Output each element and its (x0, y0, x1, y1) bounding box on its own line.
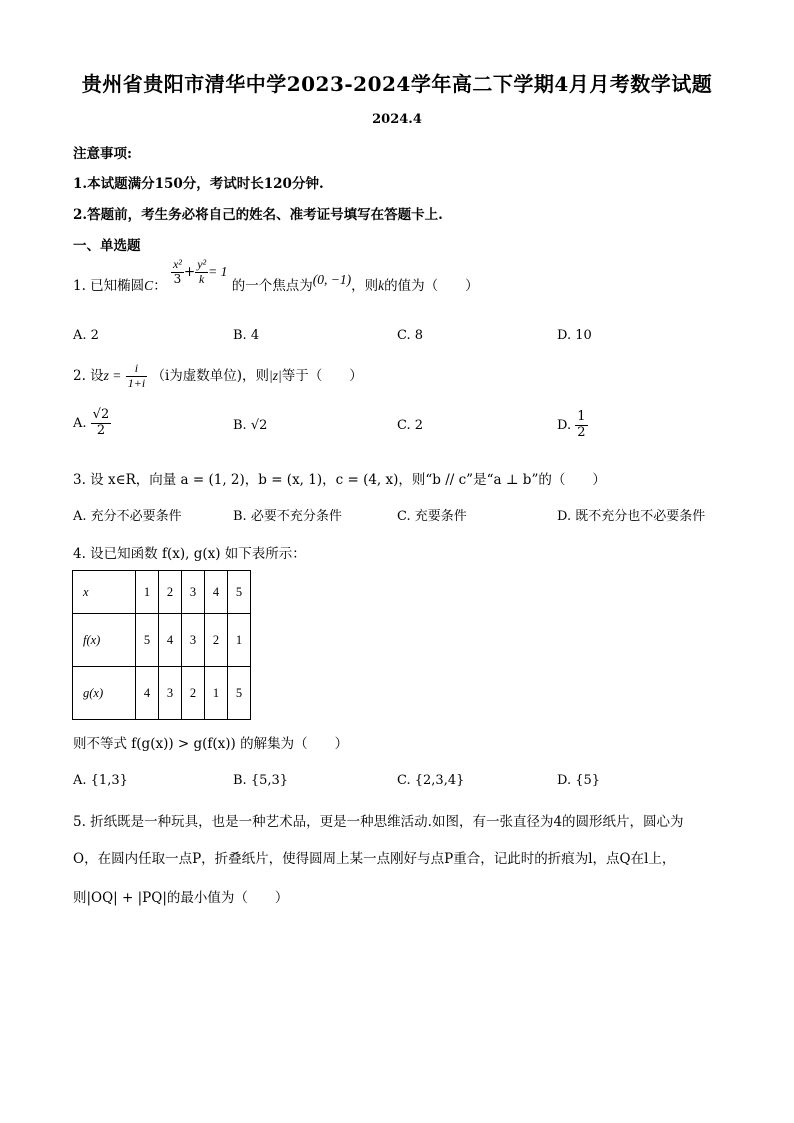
q1-rhs: = 1 (208, 263, 228, 279)
q1-option-c: C. 8 (397, 328, 424, 343)
q1-option-b: B. 4 (233, 328, 260, 343)
q3-option-d: D. 既不充分也不必要条件 (557, 509, 706, 524)
exam-date: 2024.4 (372, 112, 422, 127)
notice-item-1: 1.本试题满分150分，考试时长120分钟. (73, 176, 324, 192)
q3-option-b: B. 必要不充分条件 (233, 509, 342, 524)
table-row: f(x) 5 4 3 2 1 (73, 614, 251, 667)
q1-curve-name: C (144, 277, 154, 293)
question-5-line-1: 5. 折纸既是一种玩具，也是一种艺术品，更是一种思维活动.如图，有一张直径为4的圆形纸片，圆心为 (73, 814, 684, 830)
q1-colon: ： (153, 277, 167, 294)
question-1: 1. 已知椭圆C： $\frac{\text{x²}}{3}$ + $\frac{\text{y²}}{k}$ = 1 的一个焦点为(0, −1)，则k的值为（ ） (73, 257, 479, 294)
q1-option-d: D. 10 (557, 328, 592, 343)
q1-point: (0, −1) (312, 271, 352, 287)
q3-option-c: C. 充要条件 (397, 509, 467, 524)
exam-title: 贵州省贵阳市清华中学2023-2024学年高二下学期4月月考数学试题 (81, 72, 713, 96)
notice-item-2: 2.答题前，考生务必将自己的姓名、准考证号填写在答题卡上. (73, 207, 443, 223)
q3-option-a: A. 充分不必要条件 (73, 509, 182, 524)
q4-option-d: D. {5} (557, 773, 601, 788)
question-5-line-2: O，在圆内任取一点P，折叠纸片，使得圆周上某一点刚好与点P重合，记此时的折痕为l，点Q在l上， (73, 851, 676, 867)
q4-option-c: C. {2,3,4} (397, 773, 465, 788)
q2-option-d: D. $\frac{1}{2}$ (557, 409, 586, 440)
table-row: g(x) 4 3 2 1 5 (73, 667, 251, 720)
section-title: 一、单选题 (73, 238, 141, 254)
q2-option-a: A. $\frac{√2}{2}$ (73, 407, 110, 438)
question-3: 3. 设 x∈R，向量 a = (1, 2)，b = (x, 1)，c = (4, x)，则“b // c”是“a ⊥ b”的（ ） (73, 472, 606, 488)
question-2: 2. 设z = $\frac{i}{1+i}$ （i为虚数单位)，则|z|等于（ ） (73, 361, 363, 390)
q2-abs: |z| (269, 367, 282, 383)
q1-option-a: A. 2 (73, 328, 99, 343)
q4-option-b: B. {5,3} (233, 773, 289, 788)
notice-heading: 注意事项: (73, 146, 132, 162)
question-5-line-3: 则|OQ| + |PQ|的最小值为（ ） (73, 890, 289, 906)
q4-option-a: A. {1,3} (73, 773, 128, 788)
q2-option-c: C. 2 (397, 418, 424, 433)
q1-var: k (378, 277, 385, 293)
q4-question: 则不等式 f(g(x)) > g(f(x)) 的解集为（ ） (73, 736, 349, 752)
table-row: x 1 2 3 4 5 (73, 571, 251, 614)
question-4: 4. 设已知函数 f(x), g(x) 如下表所示： (73, 546, 306, 562)
function-table (72, 570, 251, 720)
q1-prefix: 1. 已知椭圆 (73, 277, 145, 294)
q1-fraction-1: $\frac{\text{x²}}{3}$ (172, 257, 182, 286)
q1-fraction-2: $\frac{\text{y²}}{k}$ (197, 257, 207, 286)
q1-mid: 的一个焦点为 (231, 277, 313, 294)
q2-option-b: B. √2 (233, 418, 268, 433)
q2-fraction: $\frac{i}{1+i}$ (127, 361, 146, 390)
